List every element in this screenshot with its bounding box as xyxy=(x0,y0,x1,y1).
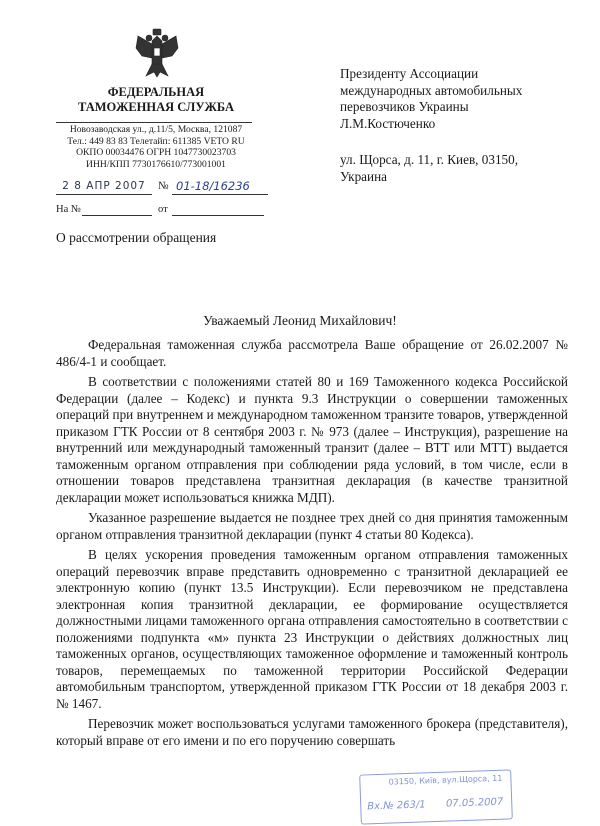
registration-date: 2 8 АПР 2007 xyxy=(56,178,152,195)
stamp-address: 03150, Київ, вул.Щорса, 11 xyxy=(388,773,503,787)
recipient-line3: перевозчиков Украины xyxy=(340,99,469,114)
paragraph: Указанное разрешение выдается не позднее трех дней со дня принятия таможенным органом отправления транзитной декларации (пункт 4 статьи 80 Кодекса). xyxy=(56,510,568,542)
subject-line: О рассмотрении обращения xyxy=(56,230,217,245)
incoming-stamp xyxy=(359,769,513,824)
paragraph: В соответствии с положениями статей 80 и 169 Таможенного кодекса Российской Федерации (далее – Кодекс) и пункта 9.3 Инструкции о совершении таможенных операций при внутреннем и международном таможенном транзите товаров, утвержденной приказом ГТК России от 8 сентября 2003 г. № 973 (далее – Инструкция), разрешение на внутренний или международный таможенный транзит (далее – ВТТ или МТТ) выдается таможенным органом отправления при соблюдении ряда условий, в том числе, если в отношении товаров представлена транзитная декларация (в качестве транзитной декларации может использоваться книжка МДП). xyxy=(56,374,568,505)
org-divider xyxy=(56,122,252,123)
recipient-line2: международных автомобильных xyxy=(340,82,523,98)
reference-number-blank xyxy=(82,215,152,216)
double-headed-eagle-icon xyxy=(134,28,180,78)
recipient-line1: Президенту Ассоциации xyxy=(340,66,479,81)
recipient-address xyxy=(340,152,580,185)
org-inn: ИНН/КПП 7730176610/773001001 xyxy=(86,158,226,170)
letter-body xyxy=(56,337,568,753)
org-name xyxy=(56,85,256,115)
org-okpo: ОКПО 00034476 ОГРН 1047730023703 xyxy=(76,147,236,158)
org-address: Новозаводская ул., д.11/5, Москва, 121087 xyxy=(69,124,243,135)
paragraph: Федеральная таможенная служба рассмотрела Ваше обращение от 26.02.2007 № 486/4-1 и сообщает. xyxy=(56,337,568,369)
reference-from-label: от xyxy=(158,204,168,215)
stamp-incoming-number: Вх.№ 263/1 xyxy=(367,799,426,813)
recipient-line4: Л.М.Костюченко xyxy=(340,115,436,131)
reference-date-blank xyxy=(172,215,264,216)
org-contacts xyxy=(56,124,256,170)
org-name-line1: ФЕДЕРАЛЬНАЯ xyxy=(107,85,205,99)
reference-label: На № xyxy=(56,204,81,215)
paragraph: Перевозчик может воспользоваться услугами таможенного брокера (представителя), который вправе от его имени и по его поручению совершать xyxy=(56,716,568,748)
salutation: Уважаемый Леонид Михайлович! xyxy=(203,313,397,328)
registration-number: 01-18/16236 xyxy=(172,178,268,195)
org-phone: Тел.: 449 83 83 Телетайп: 611385 VETO RU xyxy=(67,135,245,147)
paragraph: В целях ускорения проведения таможенным органом отправления таможенных операций перевозчик вправе представить одновременно с транзитной декларацией ее электронную копию (пункт 13.5 Инструкции). Если перевозчиком не представлена электронная копия транзитной декларации, ее формирование осуществляется должностными лицами таможенного органа отправления самостоятельно в соответствии с положениями подпункта «м» пункта 23 Инструкции о действиях должностных лиц таможенных органов, осуществляющих таможенное оформление и таможенный контроль товаров, перемещаемых по таможенной территории Российской Федерации автомобильным транспортом, утвержденной приказом ГТК России от 18 декабря 2003 г. № 1467. xyxy=(56,547,568,711)
recipient-address-line2: Украина xyxy=(340,168,387,184)
recipient-block xyxy=(340,66,580,132)
stamp-incoming-date: 07.05.2007 xyxy=(445,796,504,810)
org-name-line2: ТАМОЖЕННАЯ СЛУЖБА xyxy=(78,100,234,114)
registration-number-label: № xyxy=(158,180,169,192)
recipient-address-line1: ул. Щорса, д. 11, г. Киев, 03150, xyxy=(340,152,519,167)
